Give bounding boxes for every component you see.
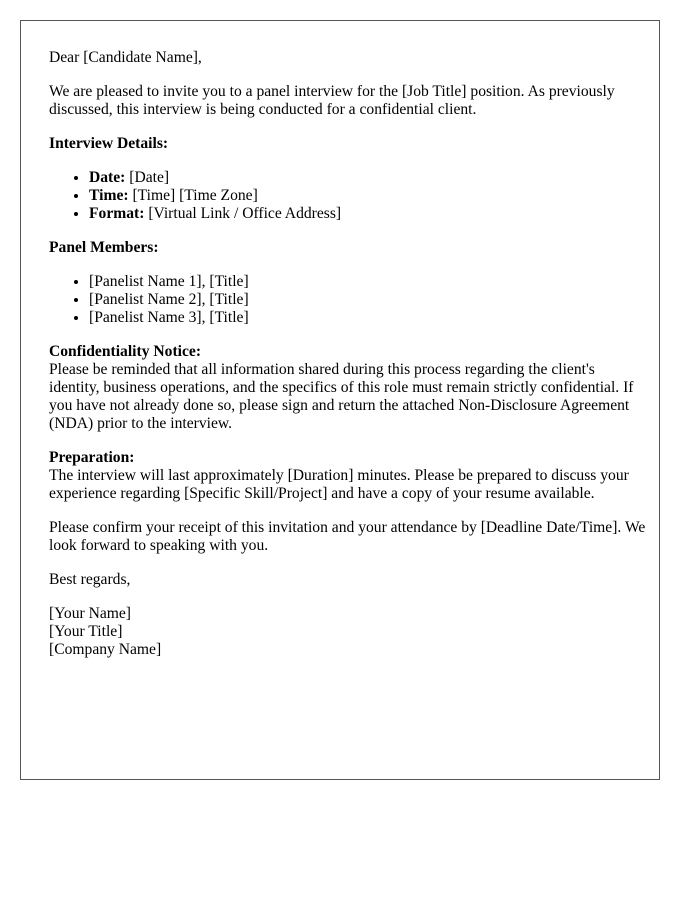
- panel-members-heading: Panel Members:: [49, 239, 159, 256]
- confirmation-paragraph: Please confirm your receipt of this invitation and your attendance by [Deadline Date/Time]. We look forward to speaking with you.: [49, 519, 646, 554]
- detail-date: [89, 169, 649, 187]
- detail-date-value: [Date]: [125, 169, 170, 186]
- detail-format-label: Format:: [89, 205, 145, 222]
- signature-block: [49, 605, 649, 659]
- detail-date-label: Date:: [89, 169, 126, 186]
- panelist-2: • [Panelist Name 2], [Title]: [89, 291, 649, 309]
- interview-details-list: [49, 169, 649, 223]
- confidentiality-text: Please be reminded that all information shared during this process regarding the client's identity, business operations, and the specifics of this role must remain strictly confidential. If you have not already done so, please sign and return the attached Non-Disclosure Agreement (NDA) prior to the interview.: [49, 361, 634, 432]
- closing: Best regards,: [49, 571, 131, 588]
- signature-company: [Company Name]: [49, 641, 162, 658]
- panelist-3: • [Panelist Name 3], [Title]: [89, 309, 649, 327]
- panel-members-list: [49, 273, 649, 327]
- detail-time-value: [Time] [Time Zone]: [128, 187, 258, 204]
- greeting: Dear [Candidate Name],: [49, 49, 202, 66]
- detail-format-value: [Virtual Link / Office Address]: [144, 205, 342, 222]
- preparation-heading: Preparation:: [49, 449, 135, 466]
- preparation-text: The interview will last approximately [Duration] minutes. Please be prepared to discuss your experience regarding [Specific Skill/Project] and have a copy of your resume available.: [49, 467, 629, 502]
- detail-time: [89, 187, 649, 205]
- signature-name: [Your Name]: [49, 605, 132, 622]
- letter-body: [49, 49, 649, 659]
- interview-details-heading: Interview Details:: [49, 135, 169, 152]
- detail-time-label: Time:: [89, 187, 129, 204]
- confidentiality-heading: Confidentiality Notice:: [49, 343, 202, 360]
- panelist-1: • [Panelist Name 1], [Title]: [89, 273, 649, 291]
- signature-title: [Your Title]: [49, 623, 123, 640]
- intro-paragraph: We are pleased to invite you to a panel interview for the [Job Title] position. As previously discussed, this interview is being conducted for a confidential client.: [49, 83, 615, 118]
- detail-format: [89, 205, 649, 223]
